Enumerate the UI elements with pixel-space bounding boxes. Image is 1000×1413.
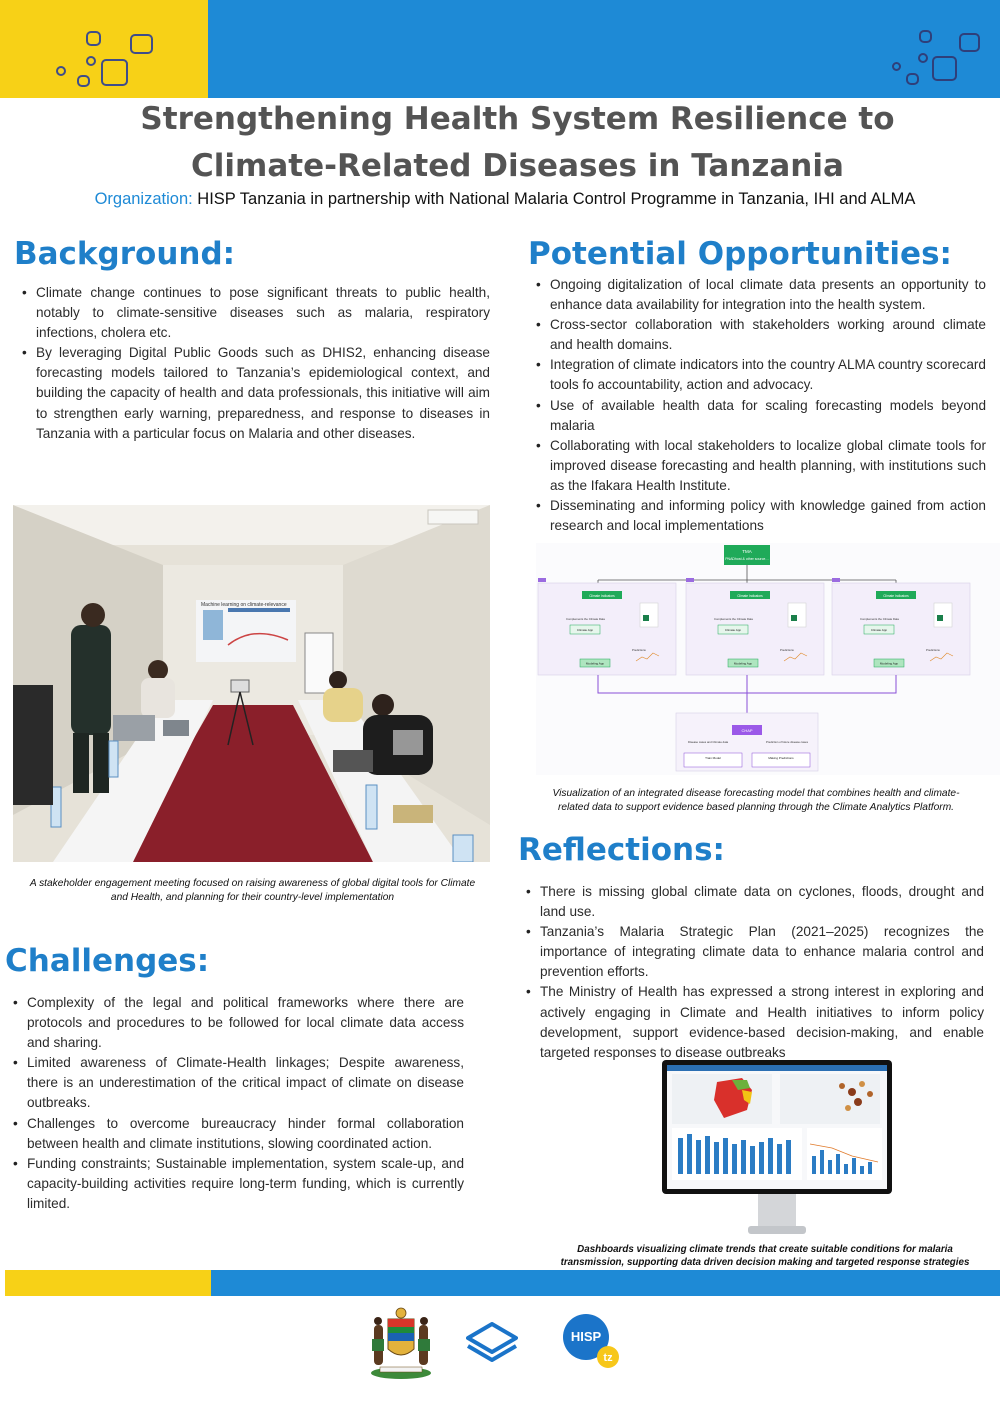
forecasting-diagram xyxy=(536,543,1000,775)
svg-text:Complements the Climate Data: Complements the Climate Data xyxy=(714,617,753,621)
svg-text:Prediction of future disease c: Prediction of future disease cases xyxy=(766,740,808,744)
footer-yellow-band xyxy=(5,1270,211,1296)
hisp-text: HISP xyxy=(570,1329,602,1344)
list-item: • The Ministry of Health has expressed a strong interest in exploring and actively engaging in Climate and Health initiatives to inform policy development, support evidence-based decision-making, and enable targeted responses to disease outbreaks xyxy=(526,982,984,1062)
list-item: • Tanzania’s Malaria Strategic Plan (2021–2025) recognizes the importance of integrating climate data to enhance malaria control and prevention efforts. xyxy=(526,922,984,982)
list-item: • Climate change continues to pose significant threats to public health, notably to climate-sensitive diseases such as malaria, respiratory infections, cholera etc. xyxy=(22,283,490,343)
opportunities-list xyxy=(536,275,986,536)
opportunities-heading: Potential Opportunities: xyxy=(528,236,952,272)
background-heading: Background: xyxy=(14,236,236,272)
svg-text:Predictions: Predictions xyxy=(632,648,646,652)
footer-blue-band xyxy=(211,1270,1000,1296)
svg-text:Predictions: Predictions xyxy=(926,648,940,652)
list-item: • Collaborating with local stakeholders to localize global climate tools for improved disease forecasting and health planning, with institutions such as the Ifakara Health Institute. xyxy=(536,436,986,496)
svg-text:Climate App: Climate App xyxy=(576,628,594,632)
photo-caption: A stakeholder engagement meeting focused on raising awareness of global digital tools for Climate and Health, and planning for their country-level implementation xyxy=(29,878,476,903)
reflections-list xyxy=(526,882,984,1063)
list-item: • Integration of climate indicators into the country ALMA country scorecard tools fo accountability, action and advocacy. xyxy=(536,355,986,395)
background-list xyxy=(22,283,490,444)
list-item: • Complexity of the legal and political frameworks where there are protocols and procedures to be followed for local climate data access and sharing. xyxy=(13,993,464,1053)
svg-text:PNADhost & other source…: PNADhost & other source… xyxy=(725,557,769,561)
list-item: • Limited awareness of Climate-Health linkages; Despite awareness, there is an underestimation of the critical impact of climate on disease outbreaks. xyxy=(13,1053,464,1113)
list-item: • Cross-sector collaboration with stakeholders working around climate and health domains. xyxy=(536,315,986,355)
challenges-list xyxy=(13,993,464,1214)
meeting-photo xyxy=(13,505,490,862)
slide-text: Machine learning on climate-relevance xyxy=(201,602,287,608)
dashboard-caption: Dashboards visualizing climate trends that create suitable conditions for malaria transmission, supporting data driven decision making and targeted response strategies xyxy=(560,1244,970,1268)
diagram-caption: Visualization of an integrated disease forecasting model that combines health and climate-related data to support evidence based planning through the Climate Analytics Platform. xyxy=(552,788,960,813)
svg-text:Climate Indicators: Climate Indicators xyxy=(737,594,763,598)
svg-text:TMA: TMA xyxy=(742,549,752,554)
list-item: • Funding constraints; Sustainable implementation, system scale-up, and capacity-building activities require long-term funding, which is currently limited. xyxy=(13,1154,464,1214)
svg-text:Modeling App: Modeling App xyxy=(733,661,753,666)
header-blue-band xyxy=(208,0,1000,98)
svg-text:Train Model: Train Model xyxy=(705,756,721,760)
list-item: • There is missing global climate data on cyclones, floods, drought and land use. xyxy=(526,882,984,922)
svg-text:CHAP: CHAP xyxy=(741,728,753,733)
svg-text:Climate App: Climate App xyxy=(724,628,742,632)
svg-text:Predictions: Predictions xyxy=(780,648,794,652)
svg-text:Disease cases and Climate data: Disease cases and Climate data xyxy=(688,740,729,744)
list-item: • Use of available health data for scaling forecasting models beyond malaria xyxy=(536,396,986,436)
dashboard-monitor xyxy=(662,1060,892,1240)
svg-text:Complements the Climate Data: Complements the Climate Data xyxy=(566,617,605,621)
svg-text:Climate Indicators: Climate Indicators xyxy=(883,594,909,598)
svg-text:Modeling App: Modeling App xyxy=(585,661,605,666)
list-item: • Disseminating and informing policy with knowledge gained from action research and local implementations xyxy=(536,496,986,536)
svg-text:Complements the Climate Data: Complements the Climate Data xyxy=(860,617,899,621)
list-item: • Ongoing digitalization of local climate data presents an opportunity to enhance data availability for integration into the health system. xyxy=(536,275,986,315)
challenges-heading: Challenges: xyxy=(5,943,210,979)
tz-text: tz xyxy=(603,1352,613,1364)
dhis2-logo xyxy=(466,1322,518,1362)
hisp-tz-logo xyxy=(562,1313,622,1371)
list-item: • By leveraging Digital Public Goods such as DHIS2, enhancing disease forecasting models tailored to Tanzania’s epidemiological context, and building the capacity of health and data professionals, this initiative will aim to strengthen early warning, preparedness, and response to diseases in Tanzania with a particular focus on Malaria and other diseases. xyxy=(22,343,490,443)
organization-line xyxy=(0,190,1000,209)
reflections-heading: Reflections: xyxy=(518,832,725,868)
poster-title: Strengthening Health System Resilience to Climate-Related Diseases in Tanzania xyxy=(140,101,895,184)
svg-text:Climate Indicators: Climate Indicators xyxy=(589,594,615,598)
list-item: • Challenges to overcome bureaucracy hinder formal collaboration between health and climate institutions, slowing coordinated action. xyxy=(13,1114,464,1154)
organization-text: HISP Tanzania in partnership with National Malaria Control Programme in Tanzania, IHI and ALMA xyxy=(192,190,916,208)
svg-text:Climate App: Climate App xyxy=(870,628,888,632)
coat-of-arms-logo xyxy=(368,1305,434,1381)
organization-label: Organization: xyxy=(94,190,193,208)
svg-text:Modeling App: Modeling App xyxy=(879,661,899,666)
svg-text:Making Predictions: Making Predictions xyxy=(768,756,794,760)
